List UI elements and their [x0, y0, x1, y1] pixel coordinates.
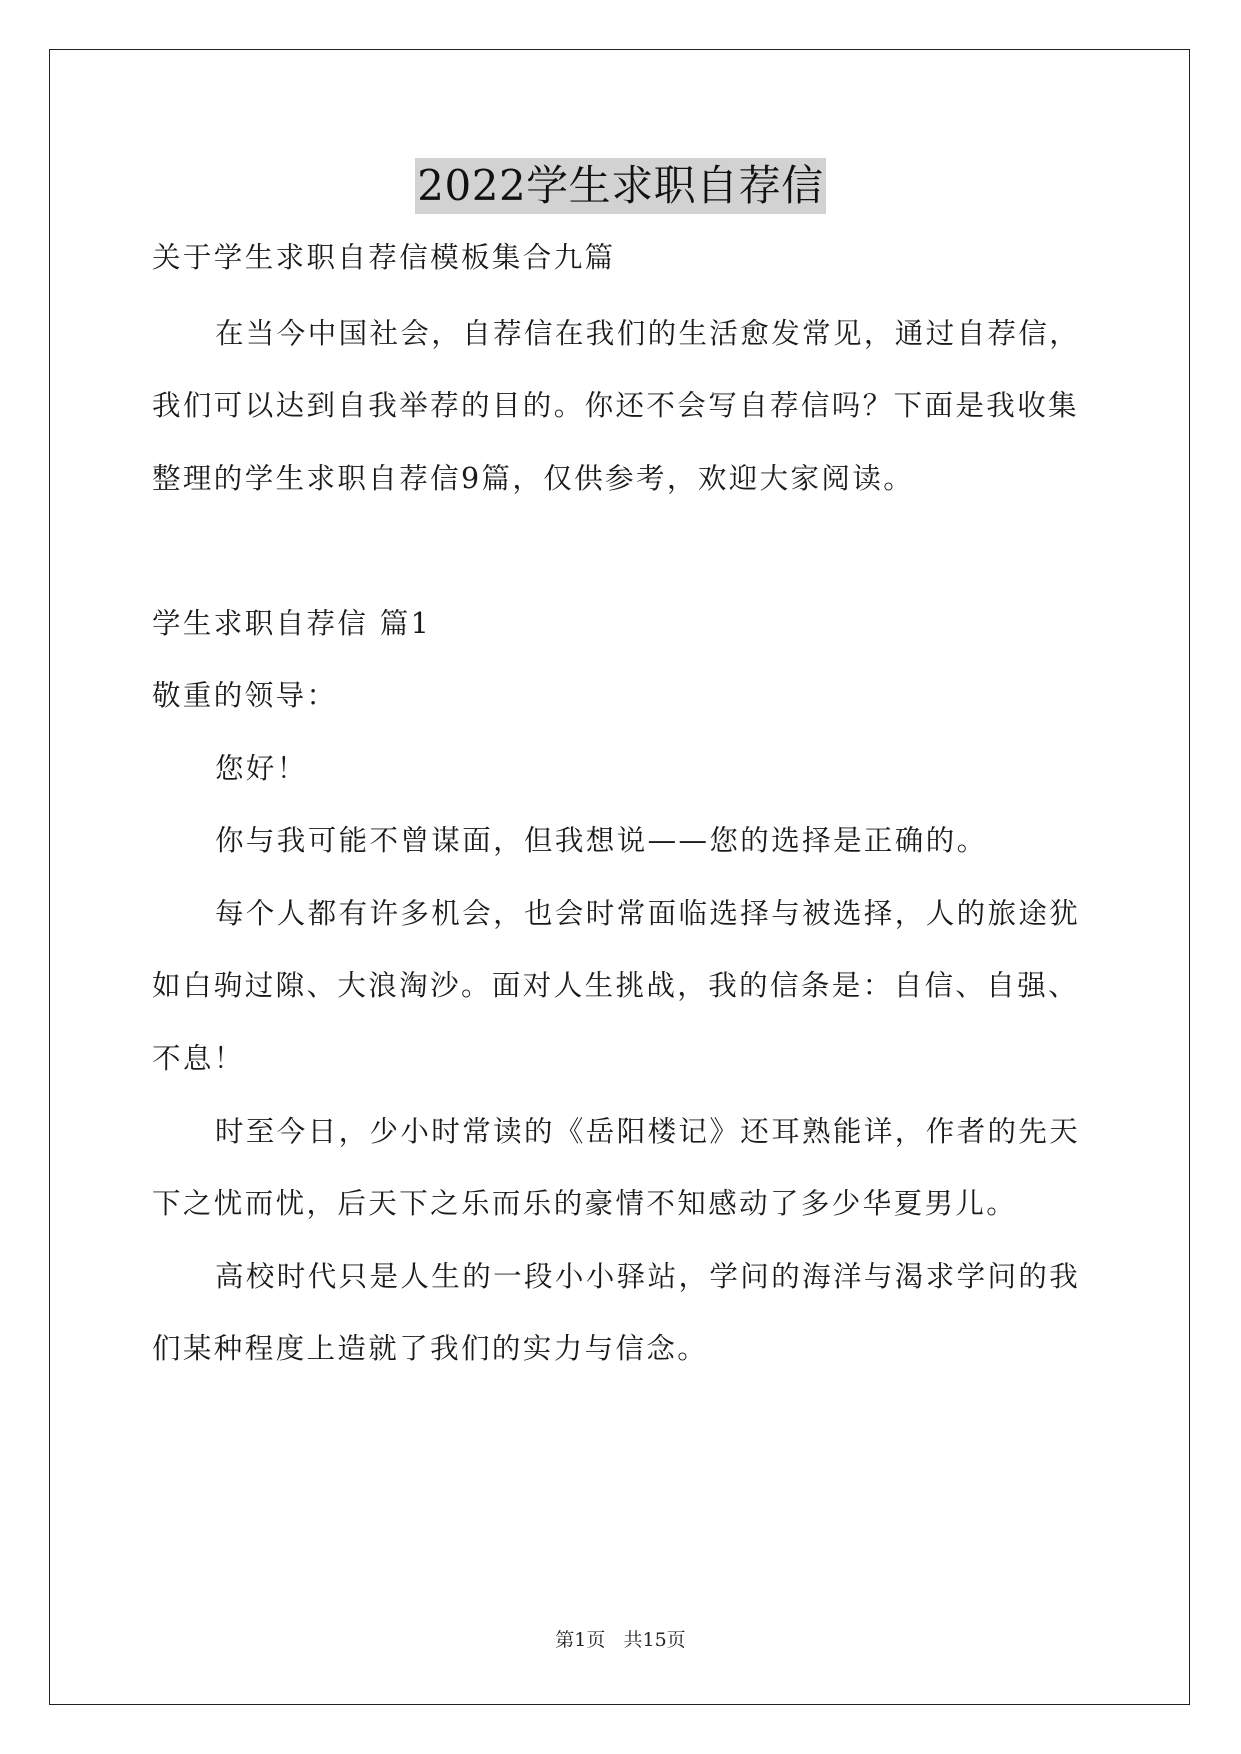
intro-line: 我们可以达到自我举荐的目的。你还不会写自荐信吗？下面是我收集 [152, 389, 1080, 422]
document-subtitle: 关于学生求职自荐信模板集合九篇 [152, 241, 616, 274]
title-container [0, 158, 1241, 214]
body-line: 下之忧而忧，后天下之乐而乐的豪情不知感动了多少华夏男儿。 [152, 1187, 1018, 1220]
page-footer: 第1页 共15页 [555, 1629, 686, 1651]
body-line: 不息！ [152, 1042, 245, 1075]
body-line: 们某种程度上造就了我们的实力与信念。 [152, 1332, 709, 1365]
section-heading: 学生求职自荐信 篇1 [152, 607, 432, 640]
greeting: 您好！ [215, 752, 308, 785]
body-line: 时至今日，少小时常读的《岳阳楼记》还耳熟能详，作者的先天 [215, 1115, 1081, 1148]
document-title: 2022学生求职自荐信 [415, 158, 825, 214]
body-line: 每个人都有许多机会，也会时常面临选择与被选择，人的旅途犹 [215, 897, 1081, 930]
body-line: 你与我可能不曾谋面，但我想说——您的选择是正确的。 [215, 824, 988, 857]
intro-line: 在当今中国社会，自荐信在我们的生活愈发常见，通过自荐信， [215, 317, 1081, 350]
body-line: 如白驹过隙、大浪淘沙。面对人生挑战，我的信条是：自信、自强、 [152, 969, 1080, 1002]
body-line: 高校时代只是人生的一段小小驿站，学问的海洋与渴求学问的我 [215, 1260, 1081, 1293]
intro-line: 整理的学生求职自荐信9篇，仅供参考，欢迎大家阅读。 [152, 462, 915, 495]
page-border [49, 49, 1190, 1705]
salutation: 敬重的领导： [152, 679, 338, 712]
